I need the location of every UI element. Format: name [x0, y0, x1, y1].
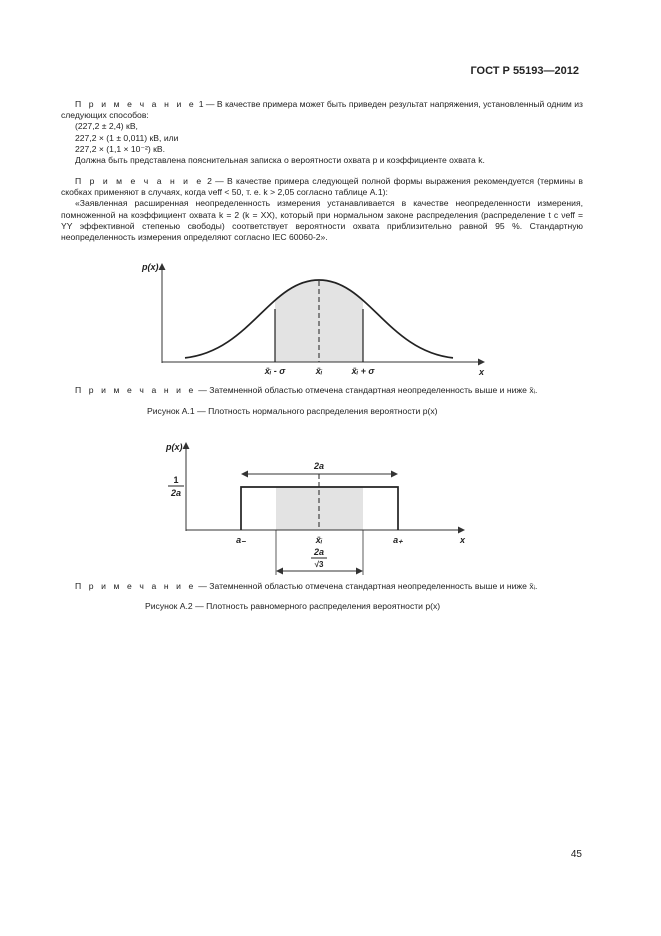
- note-text: — Затемненной областью отмечена стандартная неопределенность выше и ниже x̄ᵢ.: [195, 385, 538, 395]
- figure-1-caption: Рисунок А.1 — Плотность нормального распределения вероятности p(x): [147, 406, 438, 416]
- sigma-label-numerator: 2a: [313, 547, 325, 557]
- note-label: П р и м е ч а н и е: [75, 176, 204, 186]
- note-option: 227,2 × (1,1 × 10⁻²) кВ.: [75, 143, 165, 154]
- tick-label-a-minus: a₋: [236, 535, 246, 545]
- document-header: ГОСТ Р 55193—2012: [470, 65, 579, 77]
- page-number: 45: [570, 849, 582, 860]
- y-axis-label: p(x): [166, 442, 183, 452]
- x-axis-label: x: [460, 535, 466, 545]
- note-option: (227,2 ± 2,4) кВ,: [75, 121, 138, 132]
- note-text: — Затемненной областью отмечена стандартная неопределенность выше и ниже x̄ᵢ.: [195, 581, 538, 591]
- note-1: [61, 99, 583, 166]
- figure-2-caption: Рисунок А.2 — Плотность равномерного распределения вероятности p(x): [145, 601, 441, 611]
- sigma-label-denominator: √3: [314, 560, 324, 569]
- tick-label-plus-sigma: x̄ᵢ + σ: [351, 366, 375, 376]
- figure-uniform-distribution: [0, 435, 661, 580]
- note-option: 227,2 × (1 ± 0,011) кВ, или: [75, 132, 179, 143]
- note-label: П р и м е ч а н и е: [75, 385, 196, 395]
- figure-1-note: [75, 385, 537, 395]
- x-axis-label: x: [479, 367, 485, 377]
- note-text: 1 — В качестве примера может быть приведен результат напряжения, установленный одним из следующих способов:: [61, 99, 583, 121]
- height-label-denominator: 2a: [170, 488, 182, 498]
- note-closing: Должна быть представлена пояснительная записка о вероятности охвата p и коэффициенте охвата k.: [75, 155, 485, 166]
- note-label: П р и м е ч а н и е: [75, 99, 197, 109]
- tick-label-mean: x̄ᵢ: [315, 366, 323, 376]
- width-label: 2a: [313, 461, 325, 471]
- figure-2-note: [75, 581, 537, 591]
- tick-label-a-plus: a₊: [393, 535, 403, 545]
- tick-label-mean: x̄ᵢ: [315, 535, 323, 545]
- note-text: 2 — В качестве примера следующей полной формы выражения рекомендуется (термины в скобках применяют в случаях, когда νeff < 50, т. е. k > 2,05 согласно таблице А.1):: [61, 176, 584, 198]
- note-2: [61, 176, 583, 243]
- tick-label-minus-sigma: x̄ᵢ - σ: [264, 366, 286, 376]
- note-quote: «Заявленная расширенная неопределенность измерения устанавливается в качестве неопределенности измерения, помноженной на коэффициент охвата k = 2 (k = XX), который при нормальном законе распределения (распределение t с νeff = YY эффективной степенью свободы) соответствует вероятности охвата приблизительно равной 95 %. Стандартную неопределенность измерения определяют согласно IEC 60060-2».: [61, 198, 583, 243]
- figure-normal-distribution: [0, 255, 661, 380]
- y-axis-label: p(x): [142, 262, 159, 272]
- note-label: П р и м е ч а н и е: [75, 581, 196, 591]
- height-label-numerator: 1: [173, 475, 179, 485]
